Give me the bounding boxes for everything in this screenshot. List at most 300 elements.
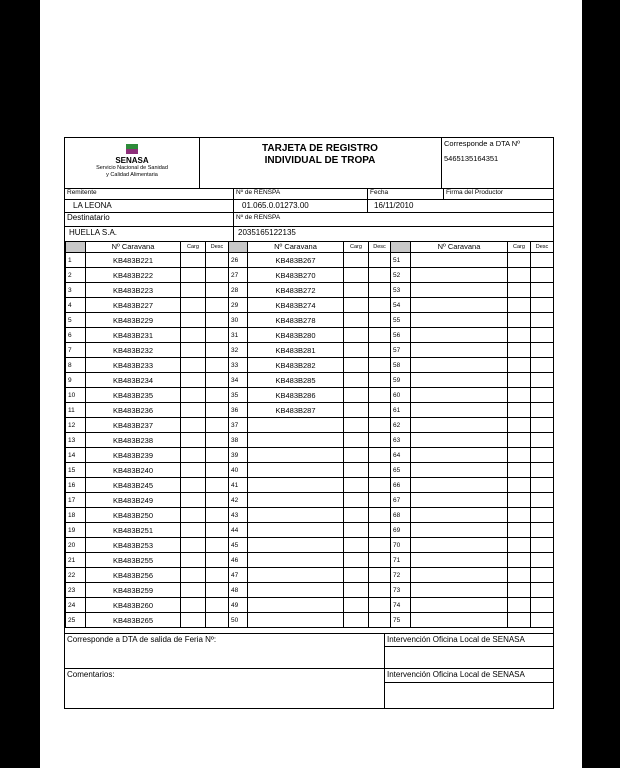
carg-cell — [344, 478, 369, 493]
caravana-cell — [248, 433, 344, 448]
desc-cell — [369, 373, 391, 388]
carg-cell — [508, 313, 531, 328]
carg-cell — [181, 538, 206, 553]
remitente-value: LA LEONA — [73, 201, 112, 210]
caravana-cell: KB483B251 — [86, 523, 181, 538]
carg-cell — [181, 373, 206, 388]
carg-cell — [508, 373, 531, 388]
col-desc-3: Desc — [531, 242, 554, 253]
carg-cell — [508, 478, 531, 493]
row-number: 48 — [229, 583, 248, 598]
row-number: 38 — [229, 433, 248, 448]
row-number: 8 — [66, 358, 86, 373]
desc-cell — [369, 358, 391, 373]
desc-cell — [369, 508, 391, 523]
caravana-cell: KB483B280 — [248, 328, 344, 343]
desc-cell — [531, 433, 554, 448]
desc-cell — [531, 373, 554, 388]
table-row — [66, 583, 554, 598]
table-row — [66, 283, 554, 298]
desc-cell — [531, 538, 554, 553]
caravana-cell — [411, 403, 508, 418]
row-number: 54 — [391, 298, 411, 313]
desc-cell — [531, 613, 554, 628]
carg-cell — [508, 253, 531, 268]
desc-cell — [531, 508, 554, 523]
desc-cell — [369, 583, 391, 598]
row-number: 2 — [66, 268, 86, 283]
col-caravana-1: Nº Caravana — [86, 242, 181, 253]
caravana-cell — [248, 448, 344, 463]
document-page — [40, 0, 582, 768]
row-number: 12 — [66, 418, 86, 433]
carg-cell — [344, 343, 369, 358]
caravana-cell — [411, 478, 508, 493]
table-row — [66, 463, 554, 478]
col-carg-1: Carg — [181, 242, 206, 253]
row-number: 32 — [229, 343, 248, 358]
caravana-cell: KB483B240 — [86, 463, 181, 478]
renspa2-label: Nº de RENSPA — [236, 214, 281, 221]
row-number: 35 — [229, 388, 248, 403]
desc-cell — [206, 283, 229, 298]
caravana-cell — [411, 373, 508, 388]
row-number: 29 — [229, 298, 248, 313]
row-number: 28 — [229, 283, 248, 298]
row-number: 75 — [391, 613, 411, 628]
carg-cell — [344, 613, 369, 628]
carg-cell — [344, 463, 369, 478]
carg-cell — [508, 328, 531, 343]
desc-cell — [206, 253, 229, 268]
carg-cell — [181, 523, 206, 538]
carg-cell — [181, 403, 206, 418]
desc-cell — [206, 568, 229, 583]
row-number: 18 — [66, 508, 86, 523]
desc-cell — [531, 568, 554, 583]
row-number: 59 — [391, 373, 411, 388]
card-title — [199, 138, 442, 188]
caravana-cell: KB483B260 — [86, 598, 181, 613]
senasa-logo — [65, 138, 200, 188]
desc-cell — [206, 613, 229, 628]
desc-cell — [206, 418, 229, 433]
desc-cell — [369, 523, 391, 538]
desc-cell — [206, 373, 229, 388]
desc-cell — [369, 253, 391, 268]
desc-cell — [369, 463, 391, 478]
caravana-cell: KB483B265 — [86, 613, 181, 628]
row-number: 51 — [391, 253, 411, 268]
caravana-cell — [411, 568, 508, 583]
desc-cell — [369, 388, 391, 403]
carg-cell — [508, 343, 531, 358]
desc-cell — [531, 448, 554, 463]
row-number: 3 — [66, 283, 86, 298]
carg-cell — [181, 358, 206, 373]
dta-value: 5465135164351 — [444, 154, 499, 163]
carg-cell — [181, 433, 206, 448]
row-number: 17 — [66, 493, 86, 508]
table-row — [66, 403, 554, 418]
desc-cell — [206, 478, 229, 493]
caravana-cell: KB483B256 — [86, 568, 181, 583]
row-number: 36 — [229, 403, 248, 418]
desc-cell — [206, 493, 229, 508]
caravana-cell — [248, 523, 344, 538]
carg-cell — [344, 403, 369, 418]
desc-cell — [531, 253, 554, 268]
desc-cell — [206, 343, 229, 358]
carg-cell — [181, 448, 206, 463]
table-row — [66, 478, 554, 493]
caravana-cell: KB483B239 — [86, 448, 181, 463]
desc-cell — [369, 283, 391, 298]
firma-label: Firma del Productor — [446, 189, 504, 196]
carg-cell — [508, 388, 531, 403]
intervencion-label-2: Intervención Oficina Local de SENASA — [387, 670, 525, 679]
row-number: 58 — [391, 358, 411, 373]
caravana-cell: KB483B249 — [86, 493, 181, 508]
carg-cell — [344, 328, 369, 343]
table-row — [66, 598, 554, 613]
caravana-cell — [248, 568, 344, 583]
desc-cell — [206, 463, 229, 478]
row-number: 19 — [66, 523, 86, 538]
carg-cell — [508, 268, 531, 283]
col-caravana-3: Nº Caravana — [411, 242, 508, 253]
caravana-cell — [248, 478, 344, 493]
desc-cell — [206, 448, 229, 463]
desc-cell — [369, 598, 391, 613]
carg-cell — [508, 418, 531, 433]
carg-cell — [344, 313, 369, 328]
row-number: 14 — [66, 448, 86, 463]
carg-cell — [508, 613, 531, 628]
logo-name: SENASA — [115, 156, 149, 165]
table-row — [66, 418, 554, 433]
desc-cell — [369, 568, 391, 583]
carg-cell — [181, 343, 206, 358]
caravana-cell — [411, 493, 508, 508]
carg-cell — [181, 298, 206, 313]
carg-cell — [181, 313, 206, 328]
caravana-cell — [248, 493, 344, 508]
row-number: 64 — [391, 448, 411, 463]
table-row — [66, 538, 554, 553]
table-row — [66, 493, 554, 508]
row-number: 34 — [229, 373, 248, 388]
carg-cell — [181, 328, 206, 343]
table-header — [66, 242, 554, 253]
caravana-table — [65, 241, 554, 628]
carg-cell — [344, 268, 369, 283]
row-number: 16 — [66, 478, 86, 493]
table-row — [66, 328, 554, 343]
row-number: 72 — [391, 568, 411, 583]
carg-cell — [344, 568, 369, 583]
caravana-cell: KB483B223 — [86, 283, 181, 298]
row-number: 27 — [229, 268, 248, 283]
caravana-cell: KB483B222 — [86, 268, 181, 283]
row-number: 60 — [391, 388, 411, 403]
row-number: 22 — [66, 568, 86, 583]
caravana-cell — [411, 358, 508, 373]
fecha-label: Fecha — [370, 189, 389, 196]
carg-cell — [181, 568, 206, 583]
caravana-cell — [411, 523, 508, 538]
caravana-cell: KB483B272 — [248, 283, 344, 298]
row-number: 40 — [229, 463, 248, 478]
col-carg-2: Carg — [344, 242, 369, 253]
carg-cell — [344, 388, 369, 403]
row-number: 24 — [66, 598, 86, 613]
row-number: 20 — [66, 538, 86, 553]
desc-cell — [369, 313, 391, 328]
caravana-cell — [248, 418, 344, 433]
caravana-cell: KB483B255 — [86, 553, 181, 568]
destinatario-value: HUELLA S.A. — [69, 228, 118, 237]
table-row — [66, 358, 554, 373]
row-number: 65 — [391, 463, 411, 478]
table-row — [66, 343, 554, 358]
caravana-cell: KB483B231 — [86, 328, 181, 343]
carg-cell — [181, 553, 206, 568]
row-number: 33 — [229, 358, 248, 373]
caravana-cell — [411, 463, 508, 478]
carg-cell — [181, 418, 206, 433]
carg-cell — [344, 598, 369, 613]
table-row — [66, 388, 554, 403]
desc-cell — [531, 463, 554, 478]
desc-cell — [369, 553, 391, 568]
caravana-cell: KB483B236 — [86, 403, 181, 418]
col-desc-1: Desc — [206, 242, 229, 253]
caravana-cell — [411, 313, 508, 328]
desc-cell — [206, 583, 229, 598]
caravana-cell — [411, 388, 508, 403]
desc-cell — [206, 538, 229, 553]
caravana-cell — [411, 448, 508, 463]
carg-cell — [508, 403, 531, 418]
col-carg-3: Carg — [508, 242, 531, 253]
caravana-cell: KB483B237 — [86, 418, 181, 433]
row-number: 37 — [229, 418, 248, 433]
desc-cell — [206, 553, 229, 568]
desc-cell — [206, 388, 229, 403]
row-number: 50 — [229, 613, 248, 628]
carg-cell — [508, 598, 531, 613]
table-row — [66, 448, 554, 463]
caravana-cell — [411, 418, 508, 433]
desc-cell — [531, 418, 554, 433]
caravana-cell — [411, 508, 508, 523]
carg-cell — [508, 508, 531, 523]
caravana-cell — [248, 613, 344, 628]
desc-cell — [531, 583, 554, 598]
carg-cell — [508, 538, 531, 553]
caravana-cell: KB483B267 — [248, 253, 344, 268]
row-number: 70 — [391, 538, 411, 553]
carg-cell — [508, 358, 531, 373]
desc-cell — [369, 343, 391, 358]
desc-cell — [206, 298, 229, 313]
caravana-cell: KB483B281 — [248, 343, 344, 358]
carg-cell — [508, 433, 531, 448]
caravana-cell: KB483B287 — [248, 403, 344, 418]
row-number: 42 — [229, 493, 248, 508]
desc-cell — [531, 478, 554, 493]
col-caravana-2: Nº Caravana — [248, 242, 344, 253]
carg-cell — [344, 448, 369, 463]
caravana-cell — [411, 328, 508, 343]
caravana-cell: KB483B235 — [86, 388, 181, 403]
desc-cell — [531, 598, 554, 613]
carg-cell — [508, 448, 531, 463]
table-row — [66, 433, 554, 448]
desc-cell — [531, 403, 554, 418]
caravana-cell — [411, 613, 508, 628]
row-number: 71 — [391, 553, 411, 568]
row-number: 44 — [229, 523, 248, 538]
caravana-cell — [248, 598, 344, 613]
desc-cell — [206, 268, 229, 283]
row-number: 6 — [66, 328, 86, 343]
desc-cell — [531, 388, 554, 403]
caravana-cell: KB483B282 — [248, 358, 344, 373]
row-number: 57 — [391, 343, 411, 358]
row-number: 67 — [391, 493, 411, 508]
row-number: 10 — [66, 388, 86, 403]
desc-cell — [369, 403, 391, 418]
caravana-cell — [248, 583, 344, 598]
card-header — [65, 138, 553, 189]
carg-cell — [181, 583, 206, 598]
desc-cell — [369, 493, 391, 508]
carg-cell — [508, 283, 531, 298]
caravana-cell — [248, 538, 344, 553]
row-number: 7 — [66, 343, 86, 358]
carg-cell — [181, 388, 206, 403]
caravana-cell: KB483B221 — [86, 253, 181, 268]
carg-cell — [344, 523, 369, 538]
desc-cell — [369, 268, 391, 283]
carg-cell — [181, 463, 206, 478]
desc-cell — [369, 418, 391, 433]
row-number: 56 — [391, 328, 411, 343]
carg-cell — [344, 358, 369, 373]
desc-cell — [531, 343, 554, 358]
row-number: 25 — [66, 613, 86, 628]
row-number: 13 — [66, 433, 86, 448]
carg-cell — [344, 418, 369, 433]
desc-cell — [206, 328, 229, 343]
caravana-cell — [248, 553, 344, 568]
carg-cell — [344, 373, 369, 388]
caravana-cell — [411, 343, 508, 358]
caravana-cell — [411, 598, 508, 613]
carg-cell — [508, 298, 531, 313]
desc-cell — [531, 523, 554, 538]
carg-cell — [344, 433, 369, 448]
row-number: 69 — [391, 523, 411, 538]
table-row — [66, 268, 554, 283]
comentarios-label: Comentarios: — [67, 670, 115, 679]
caravana-cell: KB483B274 — [248, 298, 344, 313]
row-number: 61 — [391, 403, 411, 418]
row-number: 46 — [229, 553, 248, 568]
carg-cell — [181, 598, 206, 613]
desc-cell — [369, 478, 391, 493]
caravana-cell — [248, 463, 344, 478]
table-row — [66, 568, 554, 583]
desc-cell — [369, 613, 391, 628]
desc-cell — [369, 448, 391, 463]
caravana-cell: KB483B253 — [86, 538, 181, 553]
row-number: 21 — [66, 553, 86, 568]
caravana-cell: KB483B233 — [86, 358, 181, 373]
row-number: 47 — [229, 568, 248, 583]
desc-cell — [531, 313, 554, 328]
desc-cell — [531, 358, 554, 373]
row-number: 55 — [391, 313, 411, 328]
desc-cell — [206, 598, 229, 613]
table-row — [66, 508, 554, 523]
carg-cell — [344, 493, 369, 508]
carg-cell — [344, 538, 369, 553]
caravana-cell: KB483B259 — [86, 583, 181, 598]
carg-cell — [508, 493, 531, 508]
row-number: 9 — [66, 373, 86, 388]
row-number: 30 — [229, 313, 248, 328]
carg-cell — [508, 463, 531, 478]
logo-subtitle-2: y Calidad Alimentaria — [106, 171, 158, 178]
table-row — [66, 553, 554, 568]
intervencion-label-1: Intervención Oficina Local de SENASA — [387, 635, 525, 644]
carg-cell — [181, 253, 206, 268]
caravana-cell: KB483B250 — [86, 508, 181, 523]
table-row — [66, 253, 554, 268]
desc-cell — [206, 523, 229, 538]
carg-cell — [344, 253, 369, 268]
renspa-value: 01.065.0.01273.00 — [242, 201, 309, 210]
row-number: 39 — [229, 448, 248, 463]
caravana-cell: KB483B245 — [86, 478, 181, 493]
carg-cell — [181, 493, 206, 508]
table-row — [66, 613, 554, 628]
row-number: 43 — [229, 508, 248, 523]
remitente-label: Remitente — [67, 189, 97, 196]
desc-cell — [369, 538, 391, 553]
carg-cell — [508, 583, 531, 598]
carg-cell — [344, 298, 369, 313]
row-number: 23 — [66, 583, 86, 598]
caravana-cell: KB483B234 — [86, 373, 181, 388]
renspa-label: Nº de RENSPA — [236, 189, 281, 196]
row-number: 1 — [66, 253, 86, 268]
caravana-cell — [411, 583, 508, 598]
row-number: 15 — [66, 463, 86, 478]
caravana-cell: KB483B229 — [86, 313, 181, 328]
caravana-cell — [411, 283, 508, 298]
desc-cell — [369, 433, 391, 448]
row-number: 68 — [391, 508, 411, 523]
row-number: 74 — [391, 598, 411, 613]
row-number: 31 — [229, 328, 248, 343]
caravana-cell: KB483B285 — [248, 373, 344, 388]
carg-cell — [181, 508, 206, 523]
renspa2-value: 2035165122135 — [238, 228, 296, 237]
